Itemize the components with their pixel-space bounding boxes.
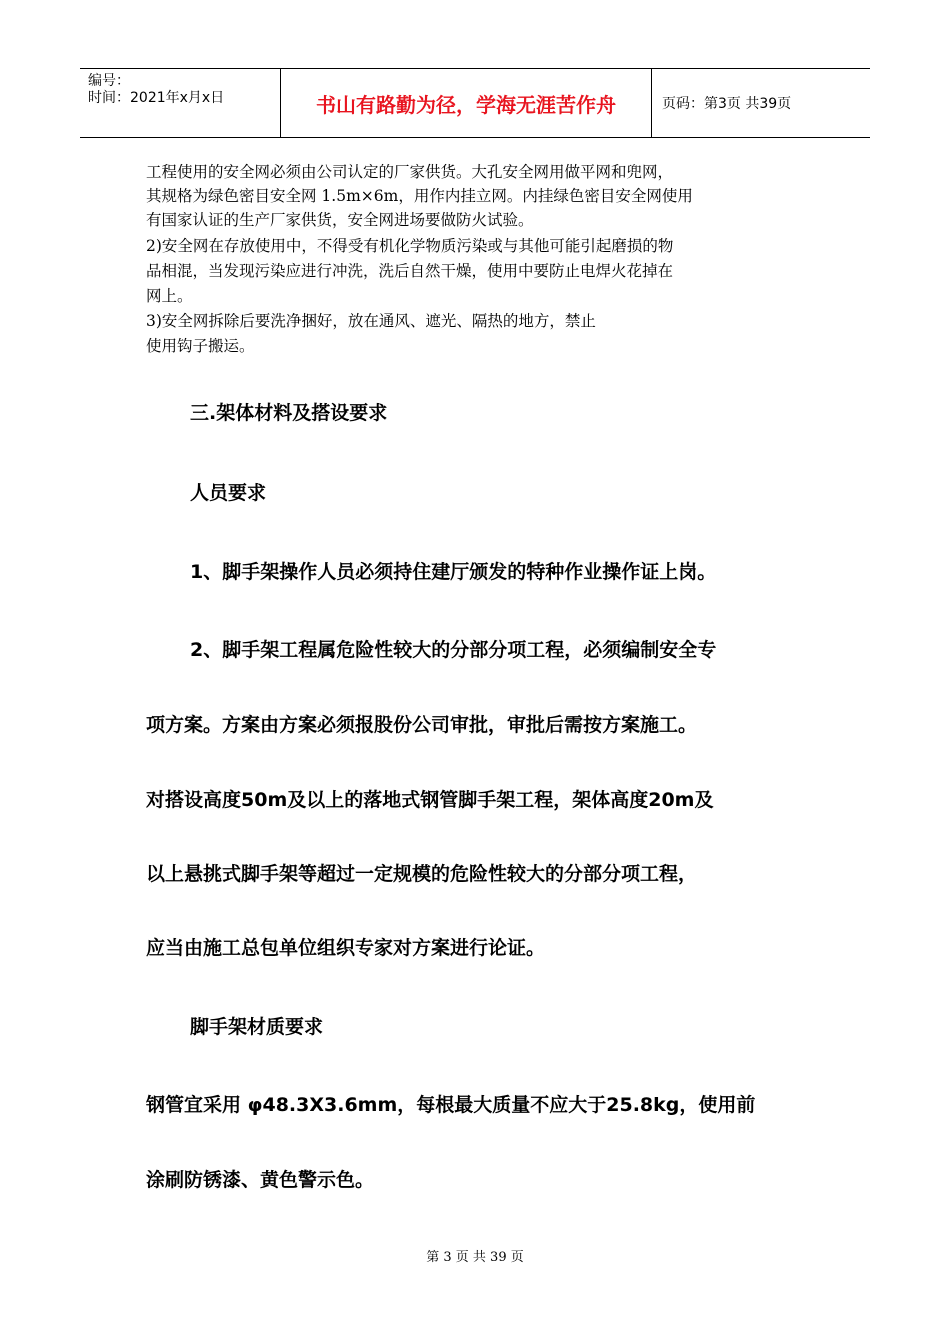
material-heading: 脚手架材质要求 bbox=[190, 1016, 324, 1038]
item-1: 1、脚手架操作人员必须持住建厅颁发的特种作业操作证上岗。 bbox=[190, 561, 717, 583]
body-line: 网上。 bbox=[146, 287, 193, 305]
section-heading: 三.架体材料及搭设要求 bbox=[190, 402, 388, 424]
header-motto: 书山有路勤为径，学海无涯苦作舟 bbox=[281, 69, 652, 137]
body-line: 使用钩子搬运。 bbox=[146, 337, 255, 355]
item-2-line: 应当由施工总包单位组织专家对方案进行论证。 bbox=[146, 937, 546, 959]
material-line: 涂刷防锈漆、黄色警示色。 bbox=[146, 1169, 375, 1191]
body-line: 2)安全网在存放使用中，不得受有机化学物质污染或与其他可能引起磨损的物 bbox=[146, 237, 674, 255]
body-line: 有国家认证的生产厂家供货，安全网进场要做防火试验。 bbox=[146, 211, 534, 229]
body-line: 品相混，当发现污染应进行冲洗，洗后自然干燥，使用中要防止电焊火花掉在 bbox=[146, 262, 674, 280]
material-line: 钢管宜采用 φ48.3X3.6mm，每根最大质量不应大于25.8kg，使用前 bbox=[146, 1094, 756, 1116]
item-2-line: 2、脚手架工程属危险性较大的分部分项工程，必须编制安全专 bbox=[190, 639, 717, 661]
body-line: 工程使用的安全网必须由公司认定的厂家供货。大孔安全网用做平网和兜网， bbox=[146, 163, 674, 181]
page-footer: 第 3 页 共 39 页 bbox=[426, 1250, 524, 1265]
item-2-line: 项方案。方案由方案必须报股份公司审批，审批后需按方案施工。 bbox=[146, 714, 698, 736]
item-2-line: 对搭设高度50m及以上的落地式钢管脚手架工程，架体高度20m及 bbox=[146, 789, 714, 811]
number-label: 编号： bbox=[88, 73, 130, 89]
page-header bbox=[80, 68, 870, 138]
item-2-line: 以上悬挑式脚手架等超过一定规模的危险性较大的分部分项工程， bbox=[146, 863, 698, 885]
body-line: 其规格为绿色密目安全网 1.5m×6m，用作内挂立网。内挂绿色密目安全网使用 bbox=[146, 187, 693, 205]
personnel-heading: 人员要求 bbox=[190, 482, 267, 504]
date-label: 时间：2021年x月x日 bbox=[88, 90, 225, 106]
body-line: 3)安全网拆除后要洗净捆好，放在通风、遮光、隔热的地方，禁止 bbox=[146, 312, 596, 330]
header-page-label: 页码：第3页 共39页 bbox=[662, 96, 792, 112]
header-meta bbox=[80, 69, 281, 137]
